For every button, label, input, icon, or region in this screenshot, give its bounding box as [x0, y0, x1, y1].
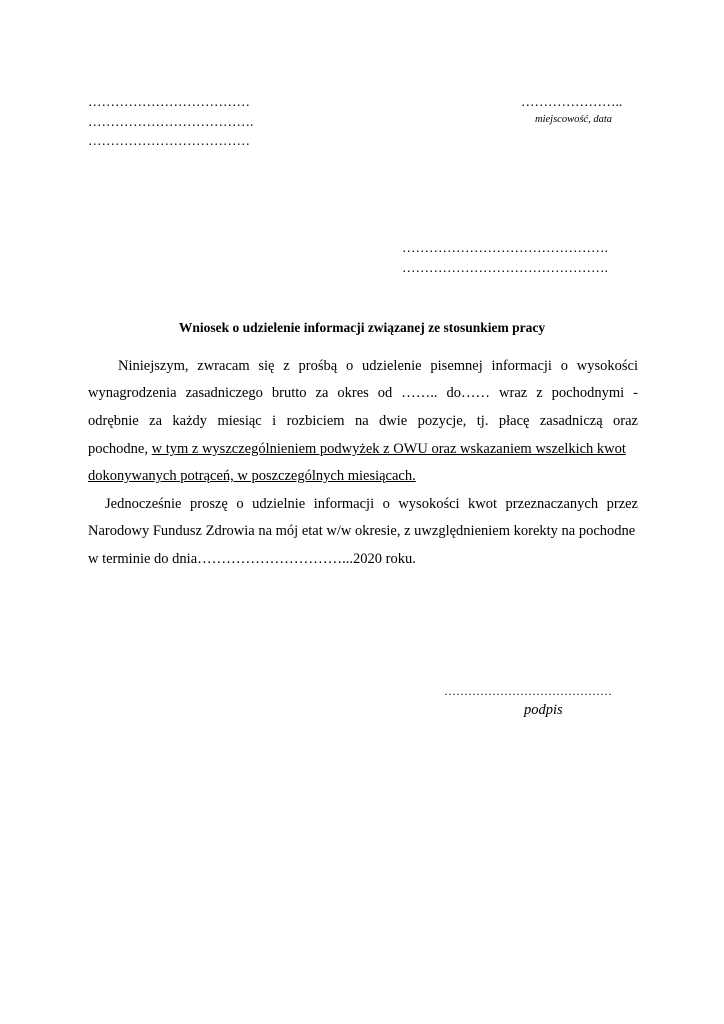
body-line-8: w terminie do dnia…………………………...2020 roku.	[88, 551, 416, 567]
body-line-4-prefix: pochodne,	[88, 441, 152, 457]
body-line-5: dokonywanych potrąceń, w poszczególnych miesiącach.	[88, 468, 416, 484]
sender-line-3: ………………………………	[88, 133, 250, 148]
sender-line-2: ……………………………….	[88, 114, 254, 129]
body-line-3: odrębnie za każdy miesiąc i rozbiciem na dwie pozycje, tj. płacę zasadniczą oraz	[88, 413, 638, 429]
body-line-6: Jednocześnie proszę o udzielnie informacji o wysokości kwot przeznaczanych przez	[105, 496, 638, 512]
body-line-2: wynagrodzenia zasadniczego brutto za okres od …….. do…… wraz z pochodnymi -	[88, 385, 638, 401]
body-line-7: Narodowy Fundusz Zdrowia na mój etat w/w okresie, z uwzględnieniem korekty na pochodne	[88, 523, 636, 539]
body-line-4	[88, 441, 638, 458]
sender-line-1: ………………………………	[88, 94, 250, 109]
place-date-dots: …………………..	[521, 94, 623, 109]
place-date-caption: miejscowość, data	[535, 114, 612, 125]
recipient-line-1: ……………………………………….	[402, 240, 608, 255]
recipient-line-2: ……………………………………….	[402, 260, 608, 275]
signature-dots: ……………………………………	[444, 684, 612, 698]
document-title: Wniosek o udzielenie informacji związanej ze stosunkiem pracy	[178, 320, 546, 335]
body-line-1: Niniejszym, zwracam się z prośbą o udzielenie pisemnej informacji o wysokości	[118, 358, 638, 374]
signature-caption: podpis	[524, 702, 563, 718]
body-line-4-underlined: w tym z wyszczególnieniem podwyżek z OWU oraz wskazaniem wszelkich kwot	[151, 441, 626, 457]
